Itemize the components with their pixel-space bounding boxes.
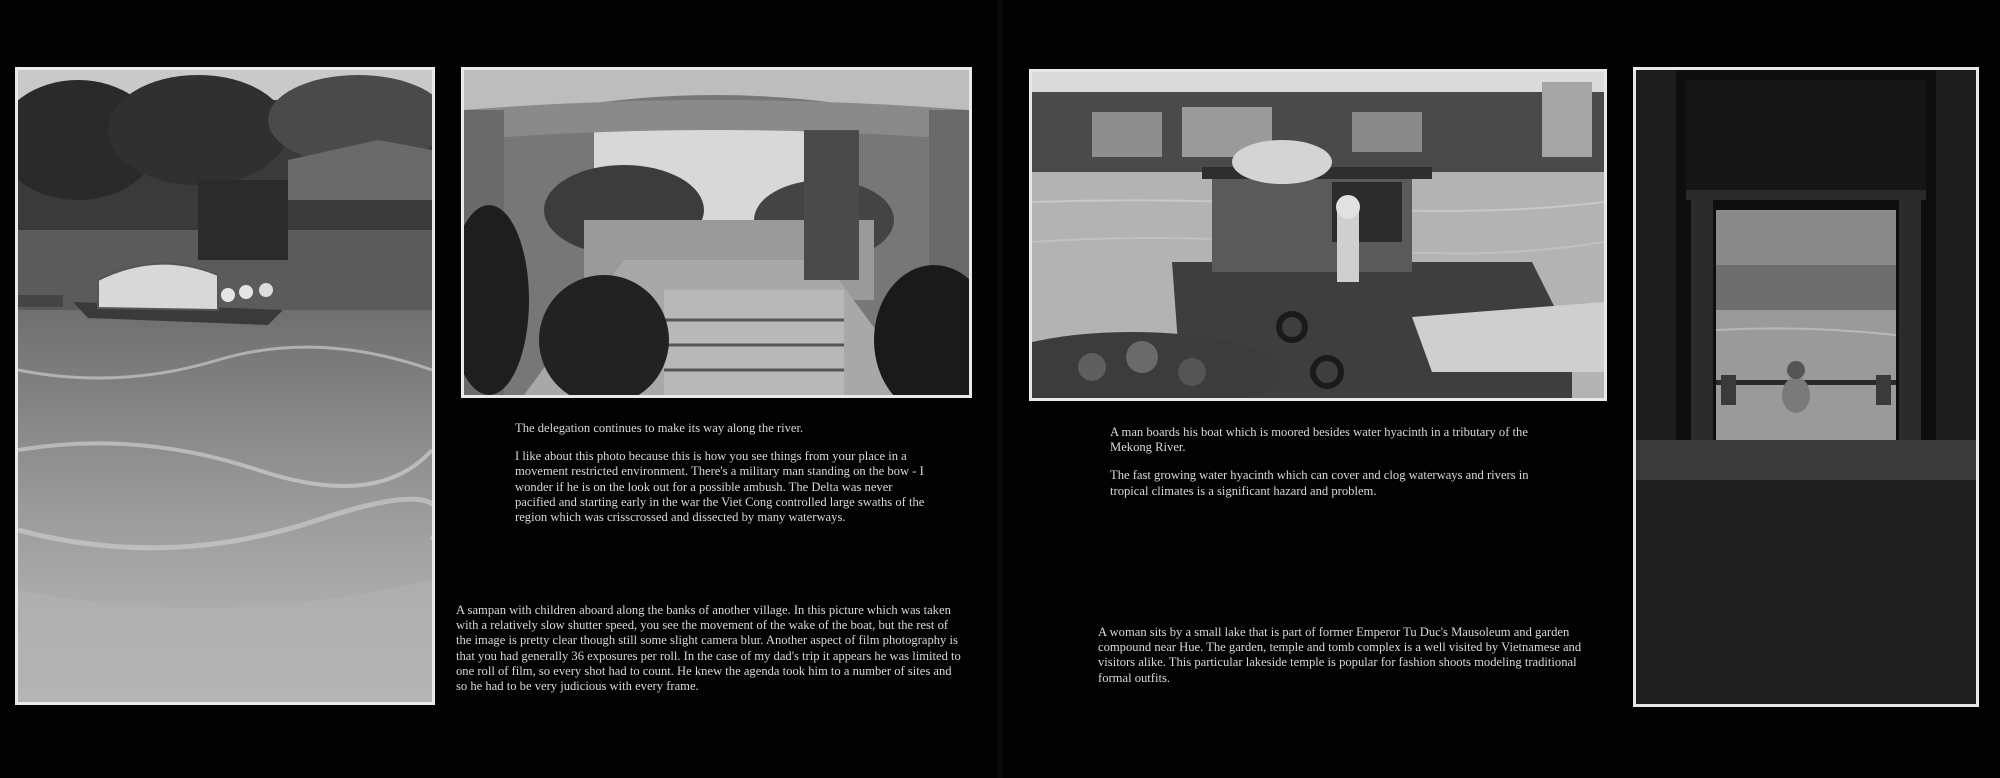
delegation-caption-body: I like about this photo because this is how you see things from your place in a movement restricted environment. There's a military man standing on the bow - I wonder if he is on the look out for a possible ambush. The Delta was never pacified and starting early in the war the Viet Cong controlled large swaths of the region which was crisscrossed and dissected by many waterways. [515,449,925,525]
sampan-photo [15,67,435,705]
hyacinth-boat-image [1032,72,1604,398]
hyacinth-caption-title: A man boards his boat which is moored besides water hyacinth in a tributary of the Mekong River. [1110,425,1528,455]
hyacinth-caption [1110,425,1540,512]
book-gutter [996,0,1004,778]
sampan-image [18,70,432,702]
delegation-caption [515,421,925,538]
temple-photo [1633,67,1979,707]
hyacinth-caption-body: The fast growing water hyacinth which can cover and clog waterways and rivers in tropical climates is a significant hazard and problem. [1110,468,1529,498]
temple-image [1636,70,1976,704]
temple-caption-body: A woman sits by a small lake that is part of former Emperor Tu Duc's Mausoleum and garden compound near Hue. The garden, temple and tomb complex is a well visited by Vietnamese and visitors alike. This particular lakeside temple is popular for fashion shoots modeling traditional formal outfits. [1098,625,1582,685]
sampan-caption [456,603,961,707]
boat-bow-photo [461,67,972,398]
delegation-caption-title: The delegation continues to make its way along the river. [515,421,804,435]
boat-bow-image [464,70,969,395]
temple-caption [1098,625,1608,699]
sampan-caption-body: A sampan with children aboard along the banks of another village. In this picture which was taken with a relatively slow shutter speed, you see the movement of the wake of the boat, but the rest of the image is pretty clear though still some slight camera blur. Another aspect of film photography is that you had generally 36 exposures per roll. In the case of my dad's trip it appears he was limited to one roll of film, so every shot had to count. He knew the agenda took him to a number of sites and so he had to be very judicious with every frame. [456,603,961,694]
hyacinth-boat-photo [1029,69,1607,401]
